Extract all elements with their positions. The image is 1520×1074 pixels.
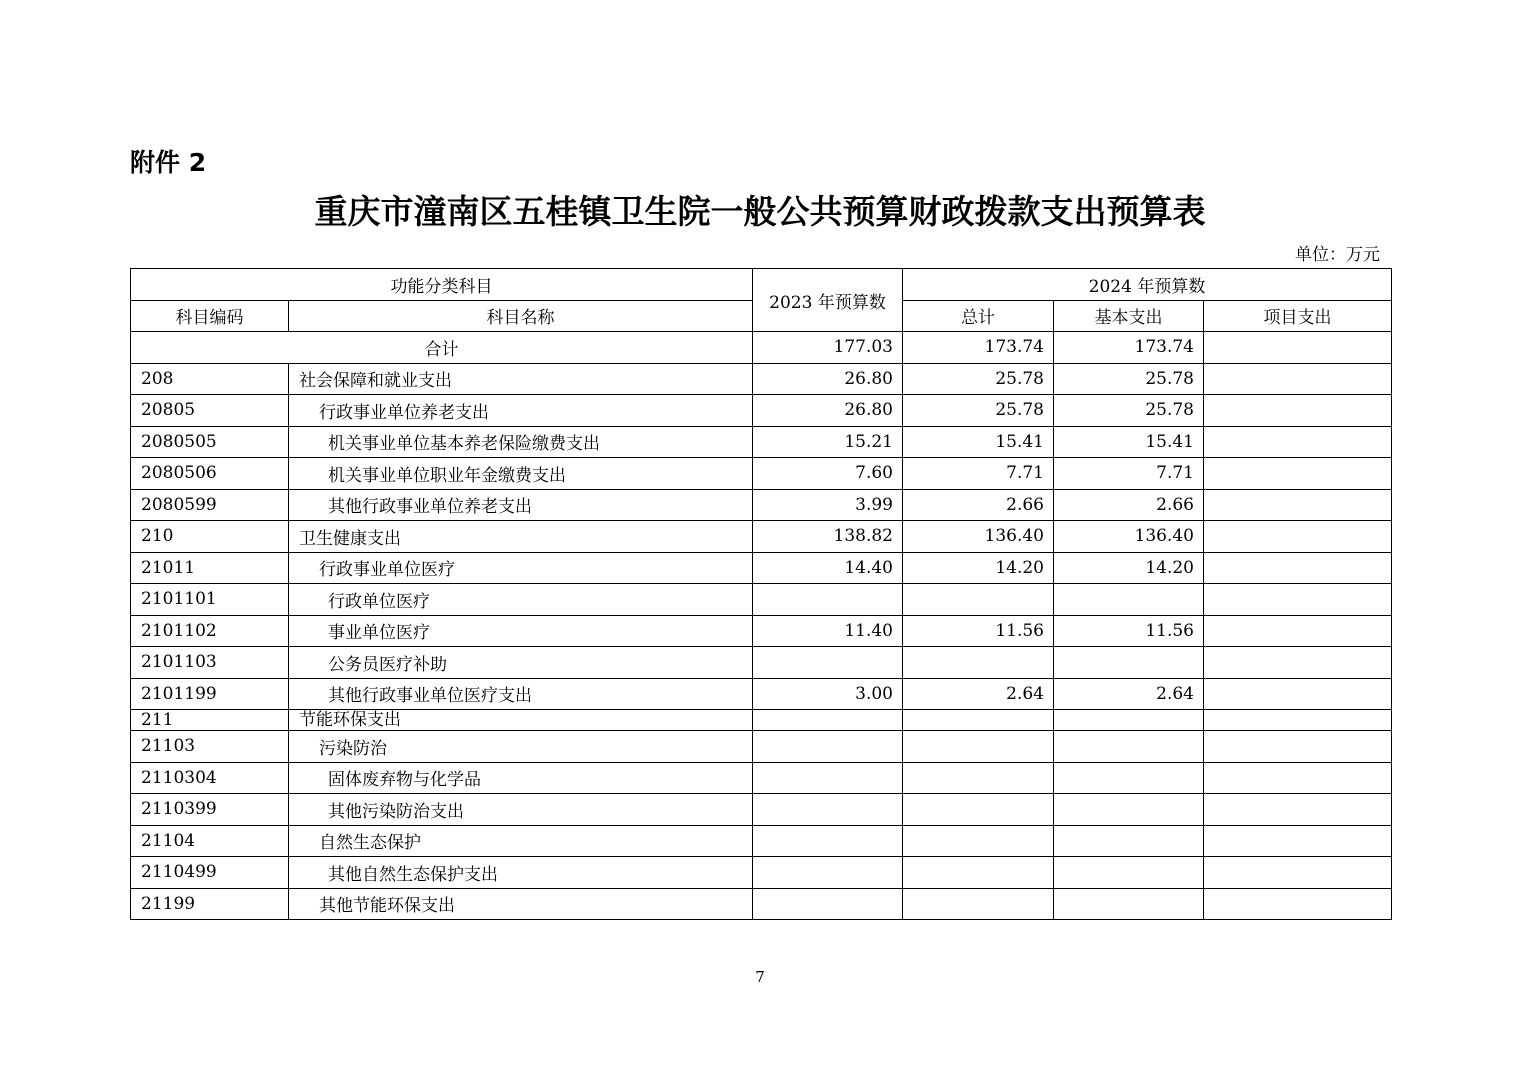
row-budget-2024-basic bbox=[1054, 762, 1204, 794]
row-budget-2024-basic bbox=[1054, 825, 1204, 857]
row-budget-2024-project bbox=[1204, 615, 1392, 647]
row-budget-2023 bbox=[753, 825, 903, 857]
table-row bbox=[131, 489, 1392, 521]
row-budget-2024-total bbox=[903, 710, 1054, 731]
attachment-label: 附件 2 bbox=[130, 148, 207, 177]
table-row bbox=[131, 584, 1392, 616]
row-budget-2023: 7.60 bbox=[753, 458, 903, 490]
row-budget-2024-total: 25.78 bbox=[903, 363, 1054, 395]
row-budget-2024-project bbox=[1204, 888, 1392, 920]
row-budget-2024-project bbox=[1204, 731, 1392, 763]
header-name: 科目名称 bbox=[289, 300, 753, 332]
row-name: 机关事业单位基本养老保险缴费支出 bbox=[289, 426, 753, 458]
row-budget-2024-basic bbox=[1054, 710, 1204, 731]
row-code: 211 bbox=[131, 710, 289, 731]
page-title: 重庆市潼南区五桂镇卫生院一般公共预算财政拨款支出预算表 bbox=[314, 192, 1206, 231]
total-2023: 177.03 bbox=[753, 332, 903, 364]
row-budget-2024-project bbox=[1204, 521, 1392, 553]
row-budget-2024-basic: 25.78 bbox=[1054, 395, 1204, 427]
row-code: 2080506 bbox=[131, 458, 289, 490]
table-row bbox=[131, 552, 1392, 584]
row-budget-2024-project bbox=[1204, 794, 1392, 826]
row-budget-2024-total: 25.78 bbox=[903, 395, 1054, 427]
header-func-category: 功能分类科目 bbox=[131, 269, 753, 301]
row-name: 其他节能环保支出 bbox=[289, 888, 753, 920]
table-row bbox=[131, 647, 1392, 679]
row-name: 污染防治 bbox=[289, 731, 753, 763]
row-budget-2024-project bbox=[1204, 363, 1392, 395]
row-budget-2024-project bbox=[1204, 762, 1392, 794]
header-total: 总计 bbox=[903, 300, 1054, 332]
row-budget-2023 bbox=[753, 647, 903, 679]
row-budget-2023: 3.99 bbox=[753, 489, 903, 521]
row-code: 21011 bbox=[131, 552, 289, 584]
row-name: 行政事业单位医疗 bbox=[289, 552, 753, 584]
row-name: 固体废弃物与化学品 bbox=[289, 762, 753, 794]
table-row bbox=[131, 794, 1392, 826]
row-code: 2101103 bbox=[131, 647, 289, 679]
row-budget-2024-total bbox=[903, 888, 1054, 920]
table-row bbox=[131, 825, 1392, 857]
row-budget-2024-total bbox=[903, 731, 1054, 763]
row-code: 2080505 bbox=[131, 426, 289, 458]
header-basic: 基本支出 bbox=[1054, 300, 1204, 332]
row-name: 自然生态保护 bbox=[289, 825, 753, 857]
row-budget-2024-basic bbox=[1054, 584, 1204, 616]
row-code: 21199 bbox=[131, 888, 289, 920]
row-name: 社会保障和就业支出 bbox=[289, 363, 753, 395]
header-budget-2024: 2024 年预算数 bbox=[903, 269, 1392, 301]
header-budget-2023: 2023 年预算数 bbox=[753, 269, 903, 332]
row-name: 其他行政事业单位医疗支出 bbox=[289, 678, 753, 710]
row-budget-2024-basic: 7.71 bbox=[1054, 458, 1204, 490]
row-code: 2110304 bbox=[131, 762, 289, 794]
row-budget-2024-basic bbox=[1054, 857, 1204, 889]
unit-label: 单位：万元 bbox=[1295, 245, 1380, 265]
row-budget-2024-basic: 15.41 bbox=[1054, 426, 1204, 458]
row-budget-2024-total: 11.56 bbox=[903, 615, 1054, 647]
row-name: 其他自然生态保护支出 bbox=[289, 857, 753, 889]
row-code: 2101101 bbox=[131, 584, 289, 616]
row-budget-2024-basic: 136.40 bbox=[1054, 521, 1204, 553]
row-budget-2024-total bbox=[903, 647, 1054, 679]
row-code: 2110499 bbox=[131, 857, 289, 889]
row-budget-2024-total bbox=[903, 584, 1054, 616]
row-budget-2024-basic: 11.56 bbox=[1054, 615, 1204, 647]
row-name: 卫生健康支出 bbox=[289, 521, 753, 553]
row-code: 20805 bbox=[131, 395, 289, 427]
row-budget-2024-total: 2.64 bbox=[903, 678, 1054, 710]
row-code: 208 bbox=[131, 363, 289, 395]
row-budget-2023: 14.40 bbox=[753, 552, 903, 584]
row-budget-2024-basic: 2.64 bbox=[1054, 678, 1204, 710]
row-budget-2024-basic bbox=[1054, 888, 1204, 920]
row-budget-2023 bbox=[753, 762, 903, 794]
row-budget-2024-total bbox=[903, 857, 1054, 889]
row-budget-2023 bbox=[753, 584, 903, 616]
table-row bbox=[131, 521, 1392, 553]
table-row bbox=[131, 762, 1392, 794]
row-budget-2024-project bbox=[1204, 584, 1392, 616]
row-budget-2023 bbox=[753, 731, 903, 763]
row-budget-2023 bbox=[753, 710, 903, 731]
total-2024-total: 173.74 bbox=[903, 332, 1054, 364]
row-budget-2024-total bbox=[903, 762, 1054, 794]
row-budget-2024-project bbox=[1204, 857, 1392, 889]
header-row-1 bbox=[131, 269, 1392, 301]
table-row bbox=[131, 395, 1392, 427]
row-budget-2024-project bbox=[1204, 678, 1392, 710]
table-row bbox=[131, 888, 1392, 920]
row-budget-2024-project bbox=[1204, 647, 1392, 679]
row-budget-2024-basic bbox=[1054, 647, 1204, 679]
header-project: 项目支出 bbox=[1204, 300, 1392, 332]
header-code: 科目编码 bbox=[131, 300, 289, 332]
total-2024-basic: 173.74 bbox=[1054, 332, 1204, 364]
row-budget-2023: 138.82 bbox=[753, 521, 903, 553]
row-budget-2023: 11.40 bbox=[753, 615, 903, 647]
row-code: 2101199 bbox=[131, 678, 289, 710]
row-budget-2024-total: 14.20 bbox=[903, 552, 1054, 584]
row-code: 21104 bbox=[131, 825, 289, 857]
row-budget-2024-total: 7.71 bbox=[903, 458, 1054, 490]
table-row bbox=[131, 710, 1392, 731]
total-row bbox=[131, 332, 1392, 364]
table-row bbox=[131, 857, 1392, 889]
total-label: 合计 bbox=[131, 332, 753, 364]
row-budget-2023: 26.80 bbox=[753, 363, 903, 395]
table-row bbox=[131, 615, 1392, 647]
row-name: 其他污染防治支出 bbox=[289, 794, 753, 826]
total-2024-project bbox=[1204, 332, 1392, 364]
row-name: 节能环保支出 bbox=[289, 710, 753, 731]
row-budget-2024-basic: 25.78 bbox=[1054, 363, 1204, 395]
row-budget-2024-project bbox=[1204, 489, 1392, 521]
row-budget-2024-project bbox=[1204, 426, 1392, 458]
row-budget-2024-total: 2.66 bbox=[903, 489, 1054, 521]
row-budget-2024-total bbox=[903, 825, 1054, 857]
row-budget-2024-project bbox=[1204, 458, 1392, 490]
row-name: 公务员医疗补助 bbox=[289, 647, 753, 679]
row-budget-2024-total: 15.41 bbox=[903, 426, 1054, 458]
row-code: 2101102 bbox=[131, 615, 289, 647]
row-name: 事业单位医疗 bbox=[289, 615, 753, 647]
table-row bbox=[131, 458, 1392, 490]
row-code: 2080599 bbox=[131, 489, 289, 521]
row-budget-2024-total: 136.40 bbox=[903, 521, 1054, 553]
row-budget-2023 bbox=[753, 794, 903, 826]
row-budget-2023 bbox=[753, 857, 903, 889]
table-row bbox=[131, 731, 1392, 763]
table-row bbox=[131, 678, 1392, 710]
row-budget-2023: 3.00 bbox=[753, 678, 903, 710]
row-budget-2024-project bbox=[1204, 710, 1392, 731]
row-budget-2023: 26.80 bbox=[753, 395, 903, 427]
row-budget-2024-project bbox=[1204, 825, 1392, 857]
row-code: 21103 bbox=[131, 731, 289, 763]
row-budget-2024-project bbox=[1204, 395, 1392, 427]
table-row bbox=[131, 363, 1392, 395]
row-name: 机关事业单位职业年金缴费支出 bbox=[289, 458, 753, 490]
row-budget-2024-basic bbox=[1054, 731, 1204, 763]
row-budget-2024-project bbox=[1204, 552, 1392, 584]
row-name: 其他行政事业单位养老支出 bbox=[289, 489, 753, 521]
table-row bbox=[131, 426, 1392, 458]
row-budget-2024-basic bbox=[1054, 794, 1204, 826]
budget-table bbox=[130, 268, 1392, 920]
page-number: 7 bbox=[755, 968, 765, 986]
row-code: 210 bbox=[131, 521, 289, 553]
row-budget-2024-total bbox=[903, 794, 1054, 826]
row-budget-2023: 15.21 bbox=[753, 426, 903, 458]
row-budget-2024-basic: 14.20 bbox=[1054, 552, 1204, 584]
row-name: 行政单位医疗 bbox=[289, 584, 753, 616]
row-budget-2023 bbox=[753, 888, 903, 920]
row-name: 行政事业单位养老支出 bbox=[289, 395, 753, 427]
row-budget-2024-basic: 2.66 bbox=[1054, 489, 1204, 521]
row-code: 2110399 bbox=[131, 794, 289, 826]
